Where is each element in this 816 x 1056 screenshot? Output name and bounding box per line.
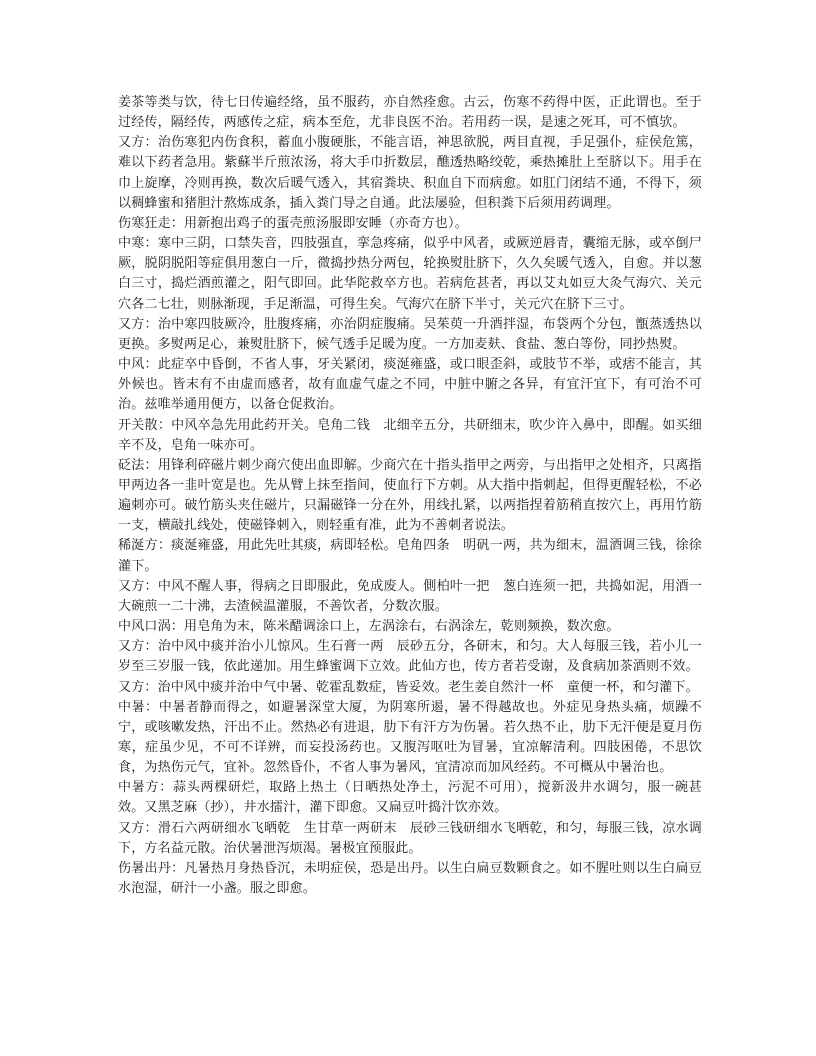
- paragraph-cold-madness: 伤寒狂走：用新抱出鸡子的蛋壳煎汤服即安睡（亦奇方也）。: [118, 215, 468, 231]
- paragraph-wind-phlegm: 又方：治中风中痰并治小儿惊风。生石膏一两 辰砂五分，各研末，和匀。大人每服三钱，若小儿一岁至三岁服一钱，依此递加。用生蜂蜜调下立效。此仙方也，传方者若受谢，及食病加茶酒则不效。: [118, 639, 702, 675]
- paragraph-wind-stroke: 中风：此症卒中昏倒，不省人事，牙关紧闭，痰涎雍盛，或口眼歪斜，或肢节不举，或痞不能言，其外候也。皆末有不由虚而感者，故有血虚气虚之不同，中脏中腑之各异，有宜汗宜下，有可治不可治。兹唯举通用便方，以备仓促救治。: [118, 357, 702, 413]
- paragraph-xixian-remedy: 稀涎方：痰涎雍盛，用此先吐其痰，病即轻松。皂角四条 明矾一两，共为细末，温酒调三钱，徐徐灌下。: [118, 538, 702, 574]
- paragraph-yiyuan-powder: 又方：滑石六两研细水飞晒乾 生甘草一两研末 辰砂三钱研细水飞晒乾，和匀，每服三钱，凉水调下，方名益元散。治伏暑泄泻烦渴。暑极宜预服此。: [118, 820, 702, 856]
- paragraph-cold-stroke: 中寒：寒中三阴，口禁失音，四肢强直，挛急疼痛，似乎中风者，或厥逆唇青，囊缩无脉，或卒倒尸厥，脱阴脱阳等症俱用葱白一斤，微捣抄热分两包，轮换熨肚脐下，久久矣暖气透入，自愈。并以葱白三寸，捣烂酒煎灌之，阳气即回。此华陀救卒方也。若病危甚者，再以艾丸如豆大灸气海穴、关元穴各二七壮，则脉渐现，手足渐温，可得生矣。气海穴在脐下半寸，关元穴在脐下三寸。: [118, 236, 702, 312]
- paragraph-heatstroke-remedy: 中暑方：蒜头两棵研烂，取路上热土（日晒热处净土，污泥不可用），搅新汲井水调匀，服一碗甚效。又黑芝麻（抄），井水擂汁，灌下即愈。又扁豆叶捣汁饮亦效。: [118, 780, 702, 816]
- paragraph-wind-mouth: 中风口涡：用皂角为末，陈米醋调涂口上，左涡涂右，右涡涂左，乾则频换，数次愈。: [118, 619, 620, 635]
- paragraph-bian-method: 砭法：用锋利碎磁片刺少商穴使出血即解。少商穴在十指头指甲之两旁，与出指甲之处相齐，只离指甲两边各一韭叶宽是也。先从臂上抹至指间，使血行下方刺。从大指中指刺起，但得更醒轻松，不必遍刺亦可。破竹筋头夹住磁片，只漏磁锋一分在外，用线扎紧，以两指捏着筋稍直按穴上，再用竹筋一支，横敲扎线处，使磁锋刺入，则轻重有准，此为不善刺者说法。: [118, 457, 702, 534]
- paragraph-cold-limbs-remedy: 又方：治中寒四肢厥冷，肚腹疼痛，亦治阴症腹痛。吴茱萸一升酒拌湿，布袋两个分包，甑蒸透热以更换。多熨两足心，兼熨肚脐下，候气透手足暖为度。一方加麦麸、食盐、葱白等份，同抄热熨。: [118, 316, 702, 352]
- paragraph-heat-rash: 伤暑出丹：凡暑热月身热昏沉，未明症侯，恐是出丹。以生白扁豆数颗食之。如不腥吐则以生白扁豆水泡湿，研汁一小盏。服之即愈。: [118, 860, 702, 897]
- paragraph-continuation: 姜茶等类与饮，待七日传遍经络，虽不服药，亦自然痊愈。古云，伤寒不药得中医，正此谓也。至于过经传，隔经传，两感传之症，病本至危，尤非良医不治。若用药一误，是速之死耳，可不慎欤。: [118, 95, 702, 131]
- paragraph-wind-unconscious: 又方：中风不醒人事，得病之日即服此，免成废人。側柏叶一把 葱白连须一把，共捣如泥，用酒一大碗煎一二十沸，去渣候温灌服，不善饮者，分数次服。: [118, 578, 702, 614]
- paragraph-wind-qi: 又方：治中风中痰并治中气中暑、乾霍乱数症，皆妥效。老生姜自然汁一杯 童便一杯，和匀灌下。: [118, 679, 699, 695]
- document-page: [118, 93, 702, 899]
- paragraph-remedy-internal-injury: 又方：治伤寒犯内伤食积，蓄血小腹硬胀，不能言语，神思欲脱，两目直视，手足强仆，症侯危篤，难以下药者急用。紫蘇半斤煎浓汤，将大手巾折数层，醮透热略绞乾，乘热摊肚上至脐以下。用手在巾上旋摩，冷则再换，数次后暖气透入，其宿粪块、积血自下而病愈。如肛门闭结不通，不得下，须以稠蜂蜜和猪胆汁熬炼成条，插入粪门导之自通。此法屡验，但积粪下后须用药调理。: [118, 135, 702, 211]
- paragraph-heatstroke: 中暑：中暑者静而得之，如避暑深堂大厦，为阴寒所遏，暑不得越故也。外症见身热头痛，烦躁不宁，或咳嗽发热，汗出不止。然热必有进退，肋下有汗方为伤暑。若久热不止，肋下无汗便是夏月伤寒，症虽少见，不可不详辨，而妄投汤药也。又腹泻呕吐为冒暑，宜凉解清利。四肢困倦，不思饮食，为热伤元气，宜补。忽然昏仆，不省人事为暑风，宜清凉而加风经药。不可概从中暑治也。: [118, 699, 702, 776]
- paragraph-kaiguan-powder: 开关散：中风卒急先用此药开关。皂角二钱 北细辛五分，共研细末，吹少许入鼻中，即醒。如买细辛不及，皂角一味亦可。: [118, 417, 702, 453]
